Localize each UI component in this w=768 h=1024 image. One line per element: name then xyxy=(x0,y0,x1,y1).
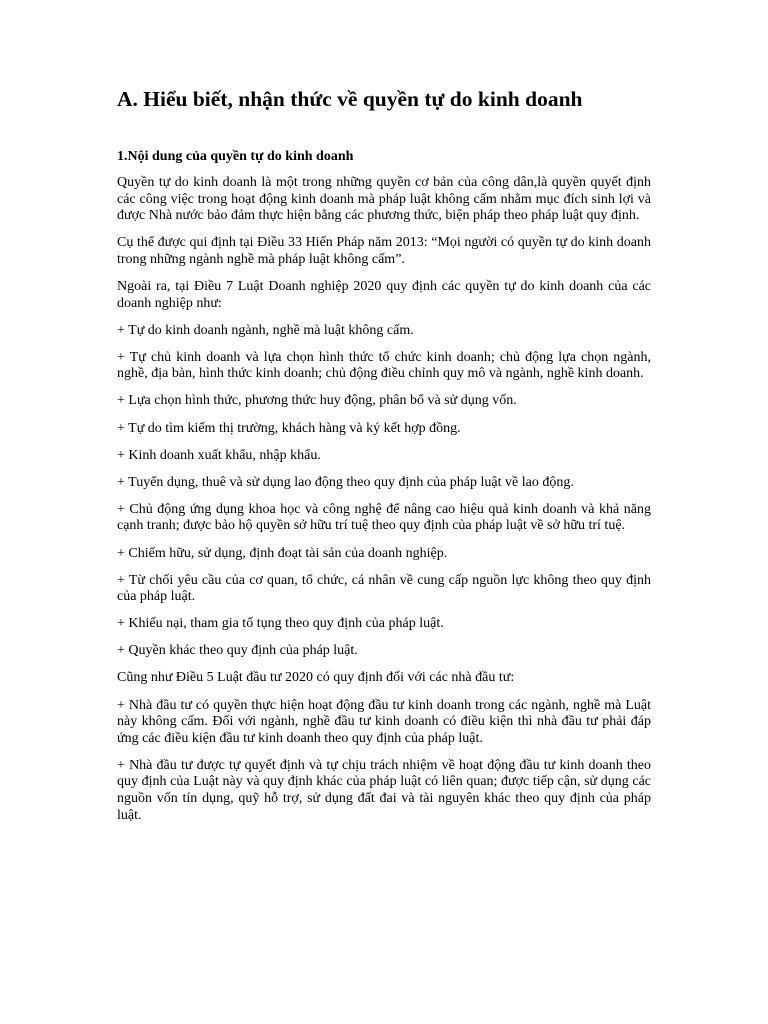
paragraph-enterprise-law-intro: Ngoài ra, tại Điều 7 Luật Doanh nghiệp 2020 quy định các quyền tự do kinh doanh của các doanh nghiệp như: xyxy=(117,278,651,311)
list-item-investor-right: + Nhà đầu tư được tự quyết định và tự chịu trách nhiệm về hoạt động đầu tư kinh doanh theo quy định của Luật này và quy định khác của pháp luật có liên quan; được tiếp cận, sử dụng các nguồn vốn tín dụng, quỹ hỗ trợ, sử dụng đất đai và tài nguyên khác theo quy định của pháp luật. xyxy=(117,757,651,823)
list-item-enterprise-right: + Tự do tìm kiếm thị trường, khách hàng và ký kết hợp đồng. xyxy=(117,420,461,436)
list-item-investor-right: + Nhà đầu tư có quyền thực hiện hoạt động đầu tư kinh doanh trong các ngành, nghề mà Luật này không cấm. Đối với ngành, nghề đầu tư kinh doanh có điều kiện thì nhà đầu tư phải đáp ứng các điều kiện đầu tư kinh doanh theo quy định của pháp luật. xyxy=(117,697,651,746)
list-item-enterprise-right: + Chủ động ứng dụng khoa học và công nghệ để nâng cao hiệu quả kinh doanh và khả năng cạnh tranh; được bảo hộ quyền sở hữu trí tuệ theo quy định của pháp luật về sở hữu trí tuệ. xyxy=(117,501,651,534)
list-item-enterprise-right: + Tự do kinh doanh ngành, nghề mà luật không cấm. xyxy=(117,322,414,338)
list-item-enterprise-right: + Từ chối yêu cầu của cơ quan, tổ chức, cá nhân về cung cấp nguồn lực không theo quy định của pháp luật. xyxy=(117,572,651,605)
list-item-enterprise-right: + Chiếm hữu, sử dụng, định đoạt tài sản của doanh nghiệp. xyxy=(117,545,448,561)
list-item-enterprise-right: + Tự chủ kinh doanh và lựa chọn hình thức tổ chức kinh doanh; chủ động lựa chọn ngành, nghề, địa bàn, hình thức kinh doanh; chủ động điều chỉnh quy mô và ngành, nghề kinh doanh. xyxy=(117,349,651,382)
list-item-enterprise-right: + Khiếu nại, tham gia tố tụng theo quy định của pháp luật. xyxy=(117,616,444,632)
list-item-enterprise-right: + Kinh doanh xuất khẩu, nhập khẩu. xyxy=(117,447,321,463)
paragraph-investment-law-intro: Cũng như Điều 5 Luật đầu tư 2020 có quy định đối với các nhà đầu tư: xyxy=(117,670,515,686)
document-page xyxy=(117,84,651,835)
paragraph-constitution: Cụ thể được qui định tại Điều 33 Hiến Pháp năm 2013: “Mọi người có quyền tự do kinh doanh trong những ngành nghề mà pháp luật không cấm”. xyxy=(117,235,651,267)
list-item-enterprise-right: + Lựa chọn hình thức, phương thức huy động, phân bổ và sử dụng vốn. xyxy=(117,393,517,409)
document-title: A. Hiểu biết, nhận thức về quyền tự do kinh doanh xyxy=(117,87,583,111)
section-heading: 1.Nội dung của quyền tự do kinh doanh xyxy=(117,149,354,164)
list-item-enterprise-right: + Quyền khác theo quy định của pháp luật. xyxy=(117,643,358,659)
list-item-enterprise-right: + Tuyển dụng, thuê và sử dụng lao động theo quy định của pháp luật về lao động. xyxy=(117,474,574,490)
paragraph-definition: Quyền tự do kinh doanh là một trong những quyền cơ bản của công dân,là quyền quyết định các công việc trong hoạt động kinh doanh mà pháp luật không cấm nhằm mục đích sinh lợi và được Nhà nước bảo đảm thực hiện bằng các phương thức, biện pháp theo pháp luật quy định. xyxy=(117,175,651,224)
